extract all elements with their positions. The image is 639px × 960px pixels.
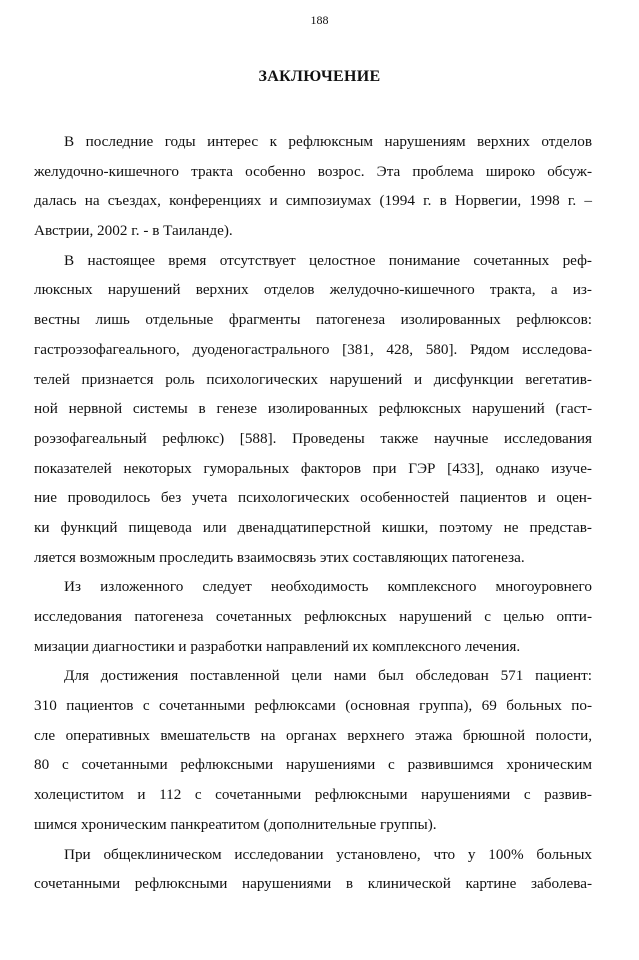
paragraph-line: телей признается роль психологических нарушений и дисфункции вегетатив- bbox=[34, 370, 592, 388]
paragraph-line: В последние годы интерес к рефлюксным нарушениям верхних отделов bbox=[64, 133, 592, 150]
paragraph-line: гастроэзофагеального, дуоденогастрального [381, 428, 580]. Рядом исследова- bbox=[34, 340, 592, 358]
paragraph-line: люксных нарушений верхних отделов желудочно-кишечного тракта, а из- bbox=[34, 281, 592, 299]
paragraph-line: 310 пациентов с сочетанными рефлюксами (основная группа), 69 больных по- bbox=[34, 697, 592, 715]
paragraph-line: вестны лишь отдельные фрагменты патогенеза изолированных рефлюксов: bbox=[34, 311, 592, 329]
paragraph-line: В настоящее время отсутствует целостное понимание сочетанных реф- bbox=[64, 251, 592, 269]
paragraph-line: ляется возможным проследить взаимосвязь этих составляющих патогенеза. bbox=[34, 548, 525, 566]
paragraph-line: мизации диагностики и разработки направлений их комплексного лечения. bbox=[34, 637, 521, 655]
paragraph-line: ние проводилось без учета психологических особенностей пациентов и оцен- bbox=[34, 489, 592, 507]
paragraph-line: роэзофагеальный рефлюкс) [588]. Проведены также научные исследования bbox=[34, 429, 592, 447]
paragraph-line: Из изложенного следует необходимость комплексного многоуровнего bbox=[64, 578, 592, 596]
paragraph-line: ки функций пищевода или двенадцатиперстной кишки, поэтому не представ- bbox=[34, 518, 592, 536]
paragraph-line: Австрии, 2002 г. - в Таиланде). bbox=[34, 222, 233, 240]
paragraph-line: При общеклиническом исследовании установлено, что у 100% больных bbox=[64, 845, 592, 863]
paragraph-line: сочетанными рефлюксными нарушениями в клинической картине заболева- bbox=[34, 875, 592, 893]
section-heading: ЗАКЛЮЧЕНИЕ bbox=[258, 68, 381, 85]
paragraph-line: Для достижения поставленной цели нами был обследован 571 пациент: bbox=[64, 667, 592, 685]
paragraph-line: далась на съездах, конференциях и симпозиумах (1994 г. в Норвегии, 1998 г. – bbox=[34, 192, 592, 210]
paragraph-line: показателей некоторых гуморальных факторов при ГЭР [433], однако изуче- bbox=[34, 459, 592, 477]
paragraph-line: 80 с сочетанными рефлюксными нарушениями с развившимся хроническим bbox=[34, 756, 592, 774]
paragraph-line: желудочно-кишечного тракта особенно возрос. Эта проблема широко обсуж- bbox=[34, 162, 592, 180]
paragraph-line: холециститом и 112 с сочетанными рефлюксными нарушениями с развив- bbox=[34, 786, 592, 804]
paragraph-line: исследования патогенеза сочетанных рефлюксных нарушений с целью опти- bbox=[34, 608, 592, 625]
body-text bbox=[34, 127, 592, 899]
paragraph-line: сле оперативных вмешательств на органах верхнего этажа брюшной полости, bbox=[34, 726, 592, 744]
paragraph-line: ной нервной системы в генезе изолированных рефлюксных нарушений (гаст- bbox=[34, 400, 592, 418]
page-number: 188 bbox=[310, 13, 329, 27]
paragraph-line: шимся хроническим панкреатитом (дополнительные группы). bbox=[34, 815, 437, 833]
